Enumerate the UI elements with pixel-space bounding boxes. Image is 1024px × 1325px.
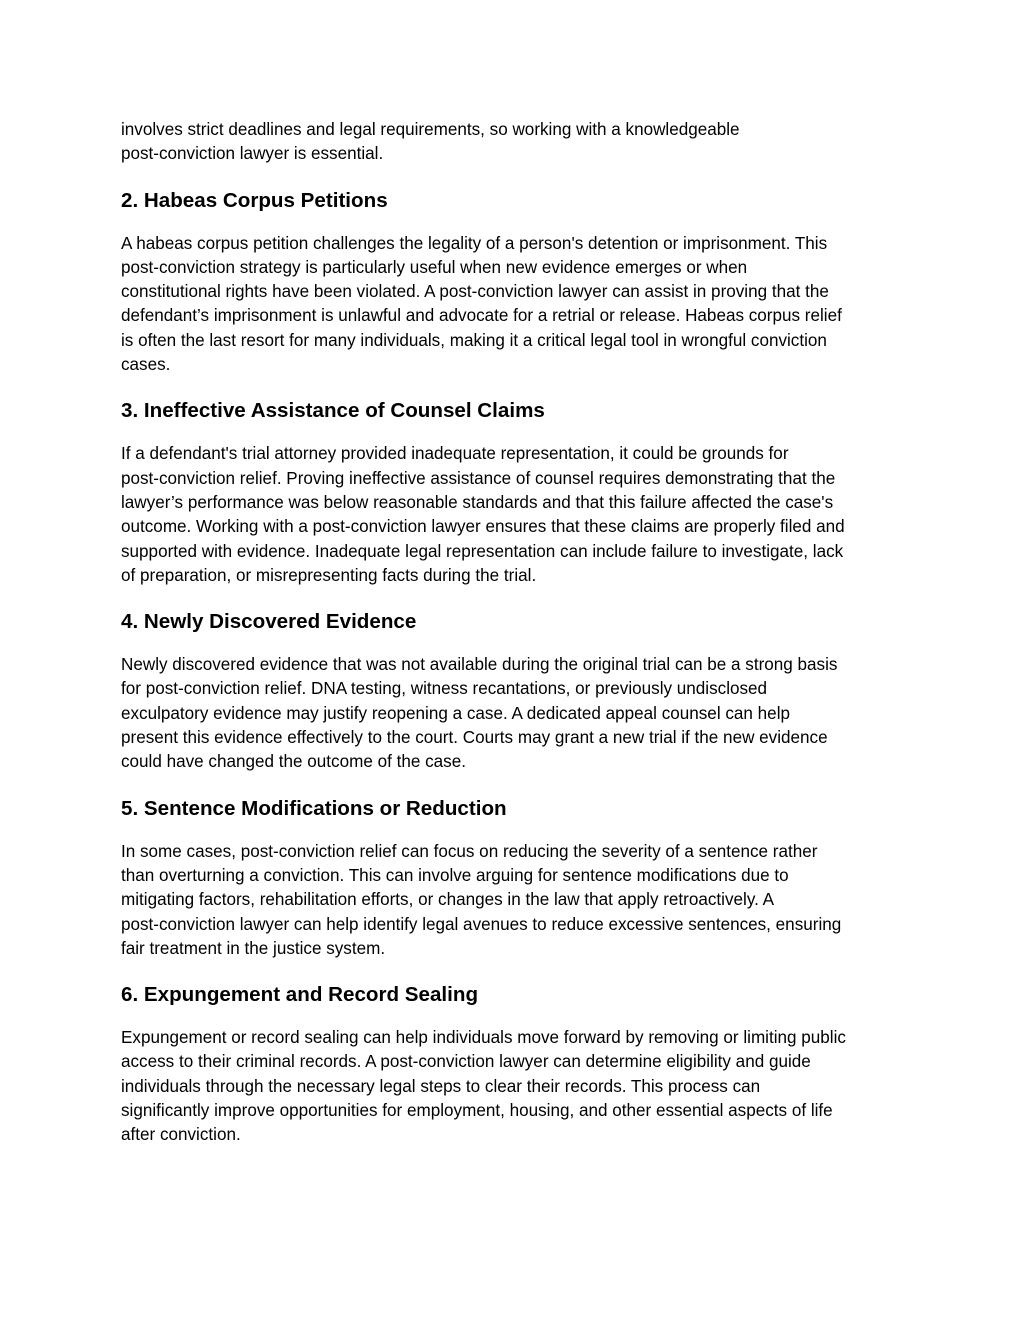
paragraph-line: fair treatment in the justice system. — [121, 938, 386, 958]
paragraph-line: significantly improve opportunities for employment, housing, and other essential aspects of life — [121, 1101, 833, 1121]
paragraph-line: supported with evidence. Inadequate legal representation can include failure to investigate, lack — [121, 541, 844, 561]
paragraph-line: post-conviction lawyer is essential. — [121, 144, 384, 164]
paragraph-line: present this evidence effectively to the court. Courts may grant a new trial if the new evidence — [121, 728, 828, 748]
section-paragraph-habeas-corpus — [121, 232, 906, 378]
section-paragraph-ineffective-assistance — [121, 442, 906, 588]
paragraph-line: constitutional rights have been violated. A post-conviction lawyer can assist in proving that the — [121, 282, 829, 302]
section-paragraph-sentence-modifications — [121, 840, 906, 961]
paragraph-line: defendant’s imprisonment is unlawful and advocate for a retrial or release. Habeas corpus relief — [121, 306, 842, 326]
section-heading-sentence-modifications: 5. Sentence Modifications or Reduction — [121, 796, 507, 820]
paragraph-line: could have changed the outcome of the case. — [121, 752, 466, 772]
paragraph-line: In some cases, post-conviction relief can focus on reducing the severity of a sentence rather — [121, 841, 818, 861]
paragraph-line: post-conviction relief. Proving ineffective assistance of counsel requires demonstrating that the — [121, 468, 836, 488]
section-heading-expungement: 6. Expungement and Record Sealing — [121, 983, 479, 1007]
paragraph-line: mitigating factors, rehabilitation efforts, or changes in the law that apply retroactively. A — [121, 890, 775, 910]
section-heading-ineffective-assistance: 3. Ineffective Assistance of Counsel Claims — [121, 399, 545, 423]
paragraph-line: exculpatory evidence may justify reopening a case. A dedicated appeal counsel can help — [121, 703, 790, 723]
paragraph-line: If a defendant's trial attorney provided inadequate representation, it could be grounds for — [121, 444, 789, 464]
paragraph-line: is often the last resort for many individuals, making it a critical legal tool in wrongful conviction — [121, 330, 827, 350]
paragraph-line: post-conviction strategy is particularly useful when new evidence emerges or when — [121, 257, 748, 277]
paragraph-line: after conviction. — [121, 1125, 241, 1145]
section-paragraph-expungement — [121, 1026, 906, 1147]
paragraph-line: individuals through the necessary legal steps to clear their records. This process can — [121, 1076, 761, 1096]
paragraph-line: Newly discovered evidence that was not available during the original trial can be a strong basis — [121, 655, 838, 675]
paragraph-line: than overturning a conviction. This can involve arguing for sentence modifications due to — [121, 865, 789, 885]
paragraph-line: outcome. Working with a post-conviction lawyer ensures that these claims are properly filed and — [121, 517, 845, 537]
paragraph-line: of preparation, or misrepresenting facts during the trial. — [121, 565, 537, 585]
section-heading-habeas-corpus: 2. Habeas Corpus Petitions — [121, 188, 388, 212]
paragraph-line: involves strict deadlines and legal requirements, so working with a knowledgeable — [121, 120, 740, 139]
intro-paragraph — [121, 118, 906, 167]
paragraph-line: A habeas corpus petition challenges the legality of a person's detention or imprisonment. This — [121, 233, 828, 253]
document-body — [121, 118, 906, 1148]
paragraph-line: access to their criminal records. A post-conviction lawyer can determine eligibility and guide — [121, 1052, 811, 1072]
paragraph-line: lawyer’s performance was below reasonable standards and that this failure affected the case's — [121, 492, 834, 512]
paragraph-line: Expungement or record sealing can help individuals move forward by removing or limiting public — [121, 1028, 846, 1048]
paragraph-line: cases. — [121, 355, 171, 375]
section-heading-newly-discovered-evidence: 4. Newly Discovered Evidence — [121, 610, 417, 634]
section-paragraph-newly-discovered-evidence — [121, 653, 906, 774]
paragraph-line: post-conviction lawyer can help identify legal avenues to reduce excessive sentences, ensuring — [121, 914, 842, 934]
paragraph-line: for post-conviction relief. DNA testing, witness recantations, or previously undisclosed — [121, 679, 768, 699]
